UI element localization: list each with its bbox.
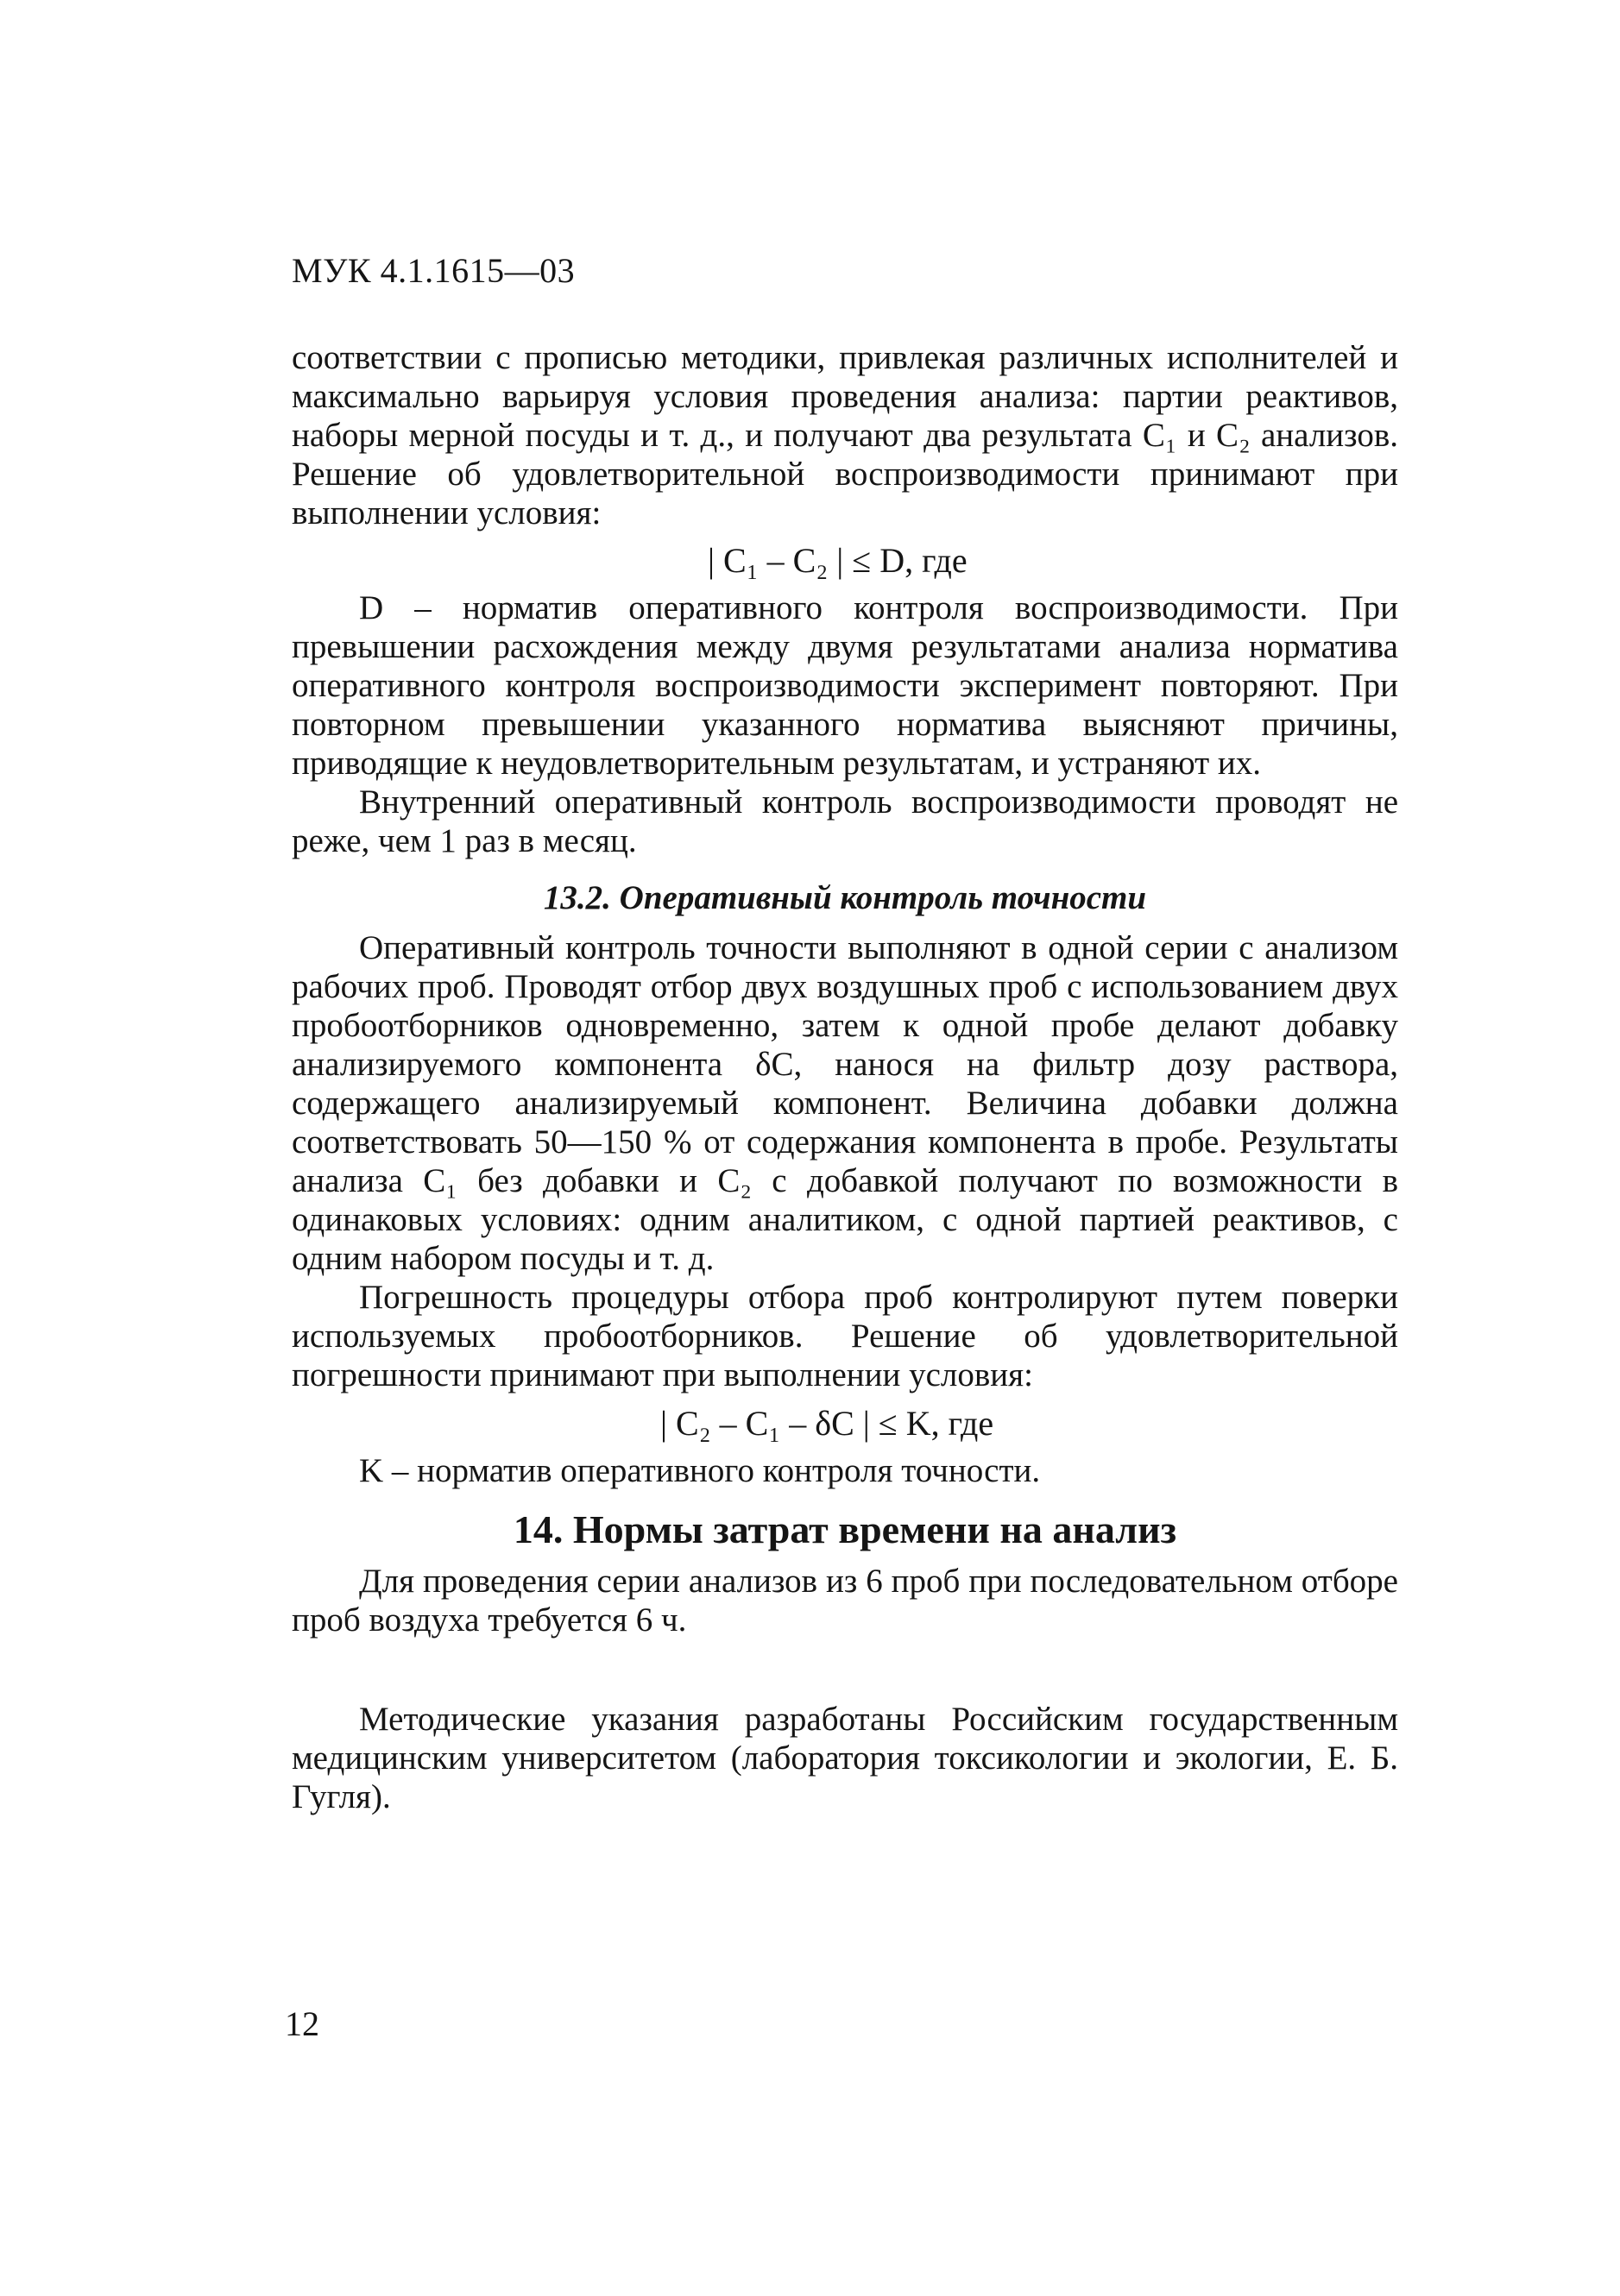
paragraph-time-norms	[292, 1562, 1398, 1639]
paragraph-text: Оперативный контроль точности выполняют в одной серии с анализом рабочих проб. Проводят отбор двух воздушных проб с использованием двух пробоотборников одновременно, затем к одной пробе делают добавку анализируемого компонента δC, нанося на фильтр дозу раствора, содержащего анализируемый компонент. Величина добавки должна соответствовать 50—150 % от содержания компонента в пробе. Результаты анализа C₁ без добавки и C₂ с добавкой получают по возможности в одинаковых условиях: одним аналитиком, с одной партией реактивов, с одним набором посуды и т. д.	[292, 929, 1398, 1277]
paragraph-text: Для проведения серии анализов из 6 проб при последовательном отборе проб воздуха требуется 6 ч.	[292, 1563, 1398, 1639]
paragraph-k-definition	[292, 1451, 1398, 1490]
paragraph-text: K – норматив оперативного контроля точности.	[359, 1452, 1041, 1489]
paragraph-d-definition	[292, 588, 1398, 860]
document-code-header: МУК 4.1.1615—03	[292, 251, 576, 290]
paragraph-accuracy-control	[292, 928, 1398, 1394]
paragraph-reproducibility-intro	[292, 338, 1398, 532]
paragraph-text: D – норматив оперативного контроля воспроизводимости. При превышении расхождения между двумя результатами анализа норматива оперативного контроля воспроизводимости эксперимент повторяют. При повторном превышении указанного норматива выясняют причины, приводящие к неудовлетворительным результатам, и устраняют их.	[292, 589, 1398, 782]
paragraph-text: Внутренний оперативный контроль воспроизводимости проводят не реже, чем 1 раз в месяц.	[292, 783, 1398, 859]
page-number: 12	[285, 2004, 319, 2043]
paragraph-text: Методические указания разработаны Российским государственным медицинским университетом (лаборатория токсикологии и экологии, Е. Б. Гугля).	[292, 1701, 1398, 1815]
section-heading: 14. Нормы затрат времени на анализ	[513, 1507, 1177, 1551]
paragraph-text: Погрешность процедуры отбора проб контролируют путем поверки используемых пробоотборников. Решение об удовлетворительной погрешности принимают при выполнении условия:	[292, 1279, 1398, 1393]
paragraph-text: соответствии с прописью методики, привлекая различных исполнителей и максимально варьируя условия проведения анализа: партии реактивов, наборы мерной посуды и т. д., и получают два результата C₁ и C₂ анализов. Решение об удовлетворительной воспроизводимости принимают при выполнении условия:	[292, 339, 1398, 532]
formula-accuracy: | C₂ – C₁ – δC | ≤ K, где	[660, 1404, 994, 1443]
formula-reproducibility: | C₁ – C₂ | ≤ D, где	[708, 541, 968, 580]
subsection-heading: 13.2. Оперативный контроль точности	[543, 879, 1147, 916]
paragraph-authors	[292, 1700, 1398, 1816]
